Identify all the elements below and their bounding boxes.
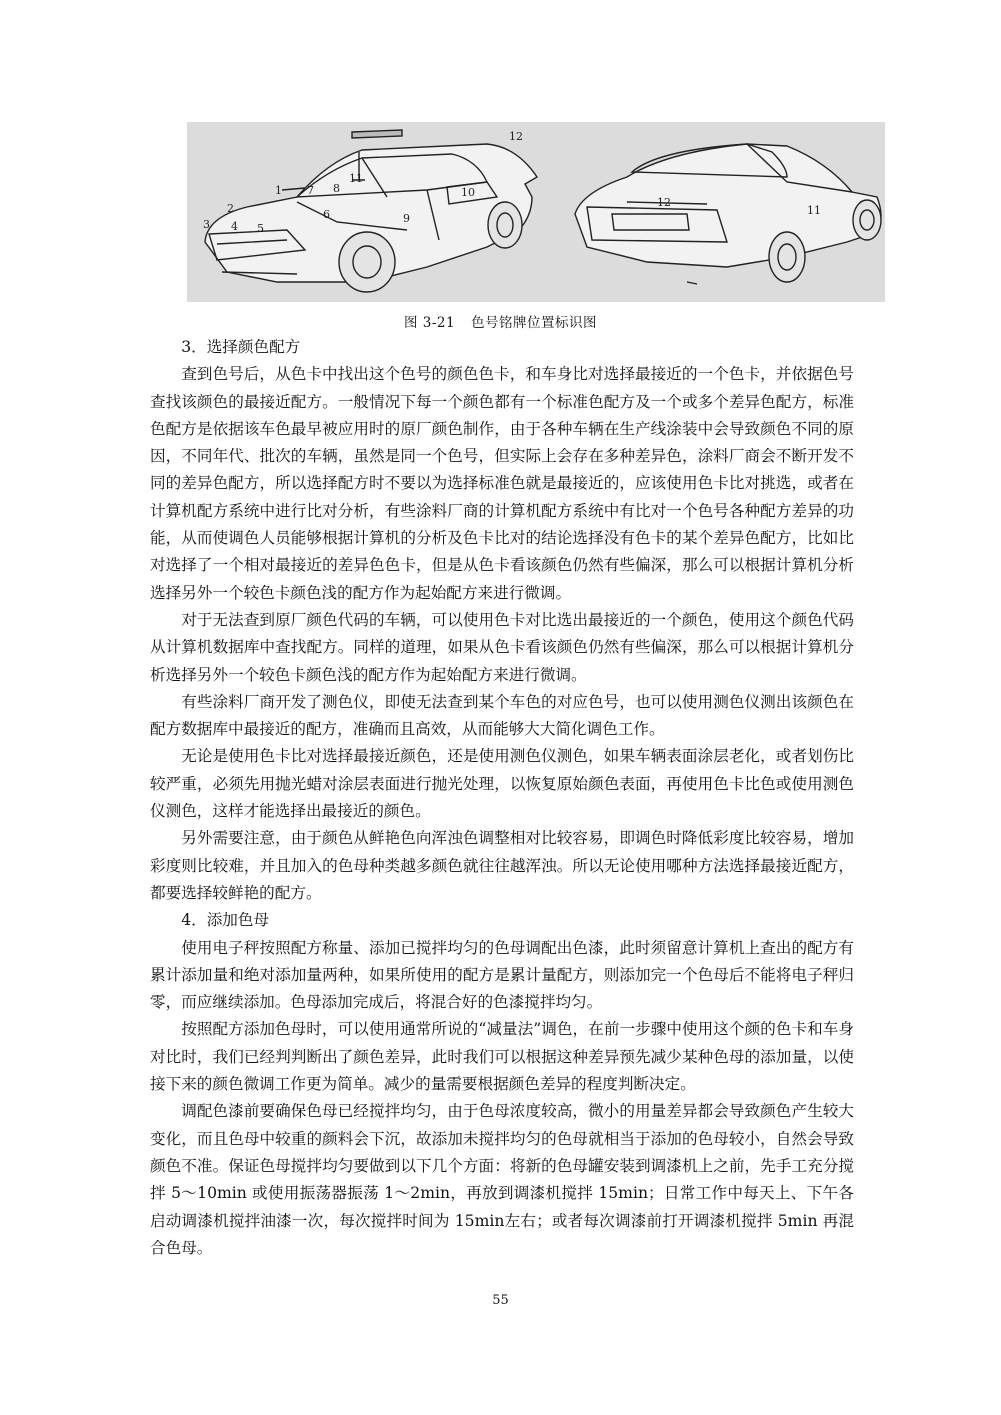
label-12: 12 <box>509 130 523 143</box>
paragraph: 按照配方添加色母时，可以使用通常所说的“减量法”调色，在前一步骤中使用这个颜的色卡和车身对比时，我们已经判判断出了颜色差异，此时我们可以根据这种差异预先减少某种色母的添加量，以使接下来的颜色微调工作更为简单。减少的量需要根据颜色差异的程度判断决定。 <box>150 1020 854 1094</box>
body-text <box>150 334 854 1262</box>
label-4: 4 <box>231 220 238 233</box>
car-nameplate-figure <box>187 122 885 302</box>
label-11: 11 <box>349 172 363 185</box>
label-8: 8 <box>333 182 340 195</box>
car-illustration <box>187 122 885 302</box>
label-rear-12: 12 <box>657 196 671 209</box>
label-2: 2 <box>227 202 234 215</box>
caption-number: 图 3-21 <box>403 315 456 331</box>
paragraph: 另外需要注意，由于颜色从鲜艳色向浑浊色调整相对比较容易，即调色时降低彩度比较容易，增加彩度则比较难，并且加入的色母种类越多颜色就往往越浑浊。所以无论使用哪种方法选择最接近配方，都要选择较鲜艳的配方。 <box>150 829 854 902</box>
page-number: 55 <box>492 1293 509 1308</box>
label-1: 1 <box>275 184 282 197</box>
paragraph: 查到色号后，从色卡中找出这个色号的颜色色卡，和车身比对选择最接近的一个色卡，并依据色号查找该颜色的最接近配方。一般情况下每一个颜色都有一个标准色配方及一个或多个差异色配方，标准色配方是依据该车色最早被应用时的原厂颜色制作，由于各种车辆在生产线涂装中会导致颜色不同的原因，不同年代、批次的车辆，虽然是同一个色号，但实际上会存在多种差异色，涂料厂商会不断开发不同的差异色配方，所以选择配方时不要以为选择标准色就是最接近的，应该使用色卡比对挑选，或者在计算机配方系统中进行比对分析，有些涂料厂商的计算机配方系统中有比对一个色号各种配方差异的功能，从而使调色人员能够根据计算机的分析及色卡比对的结论选择没有色卡的某个差异色配方，比如比对选择了一个相对最接近的差异色色卡，但是从色卡看该颜色仍然有些偏深，那么可以根据计算机分析选择另外一个较色卡颜色浅的配方作为起始配方来进行微调。 <box>150 365 854 602</box>
paragraph: 对于无法查到原厂颜色代码的车辆，可以使用色卡对比选出最接近的一个颜色，使用这个颜色代码从计算机数据库中查找配方。同样的道理，如果从色卡看该颜色仍然有些偏深，那么可以根据计算机分析选择另外一个较色卡颜色浅的配方作为起始配方来进行微调。 <box>150 610 854 684</box>
section-heading: 3．选择颜色配方 <box>181 338 301 356</box>
paragraph: 有些涂料厂商开发了测色仪，即使无法查到某个车色的对应色号，也可以使用测色仪测出该颜色在配方数据库中最接近的配方，准确而且高效，从而能够大大简化调色工作。 <box>150 692 854 739</box>
section-heading: 4．添加色母 <box>181 911 270 930</box>
label-7: 7 <box>307 184 314 197</box>
label-3: 3 <box>203 218 210 231</box>
front-car-drawing <box>205 130 537 292</box>
label-6: 6 <box>323 208 330 221</box>
paragraph: 使用电子秤按照配方称量、添加已搅拌均匀的色母调配出色漆，此时须留意计算机上查出的配方有累计添加量和绝对添加量两种，如果所使用的配方是累计量配方，则添加完一个色母后不能将电子秤归零，而应继续添加。色母添加完成后，将混合好的色漆搅拌均匀。 <box>150 938 854 1012</box>
rear-car-drawing <box>575 144 881 284</box>
label-5: 5 <box>257 222 264 235</box>
caption-text: 色号铭牌位置标识图 <box>471 315 598 331</box>
paragraph: 无论是使用色卡比对选择最接近颜色，还是使用测色仪测色，如果车辆表面涂层老化，或者划伤比较严重，必须先用抛光蜡对涂层表面进行抛光处理，以恢复原始颜色表面，再使用色卡比色或使用测色仪测色，这样才能选择出最接近的颜色。 <box>150 747 854 821</box>
label-10: 10 <box>461 186 475 199</box>
label-rear-11: 11 <box>807 204 821 217</box>
label-9: 9 <box>403 212 410 225</box>
figure-caption <box>0 311 1001 331</box>
paragraph: 调配色漆前要确保色母已经搅拌均匀，由于色母浓度较高，微小的用量差异都会导致颜色产生较大变化，而且色母中较重的颜料会下沉，故添加未搅拌均匀的色母就相当于添加的色母较小，自然会导致颜色不准。保证色母搅拌均匀要做到以下几个方面：将新的色母罐安装到调漆机上之前，先手工充分搅拌 5～10min 或使用振荡器振荡 1～2min，再放到调漆机搅拌 15min；日常工作中每天上、下午各启动调漆机搅拌油漆一次，每次搅拌时间为 15min左右；或者每次调漆前打开调漆机搅拌 5min 再混合色母。 <box>150 1102 854 1257</box>
